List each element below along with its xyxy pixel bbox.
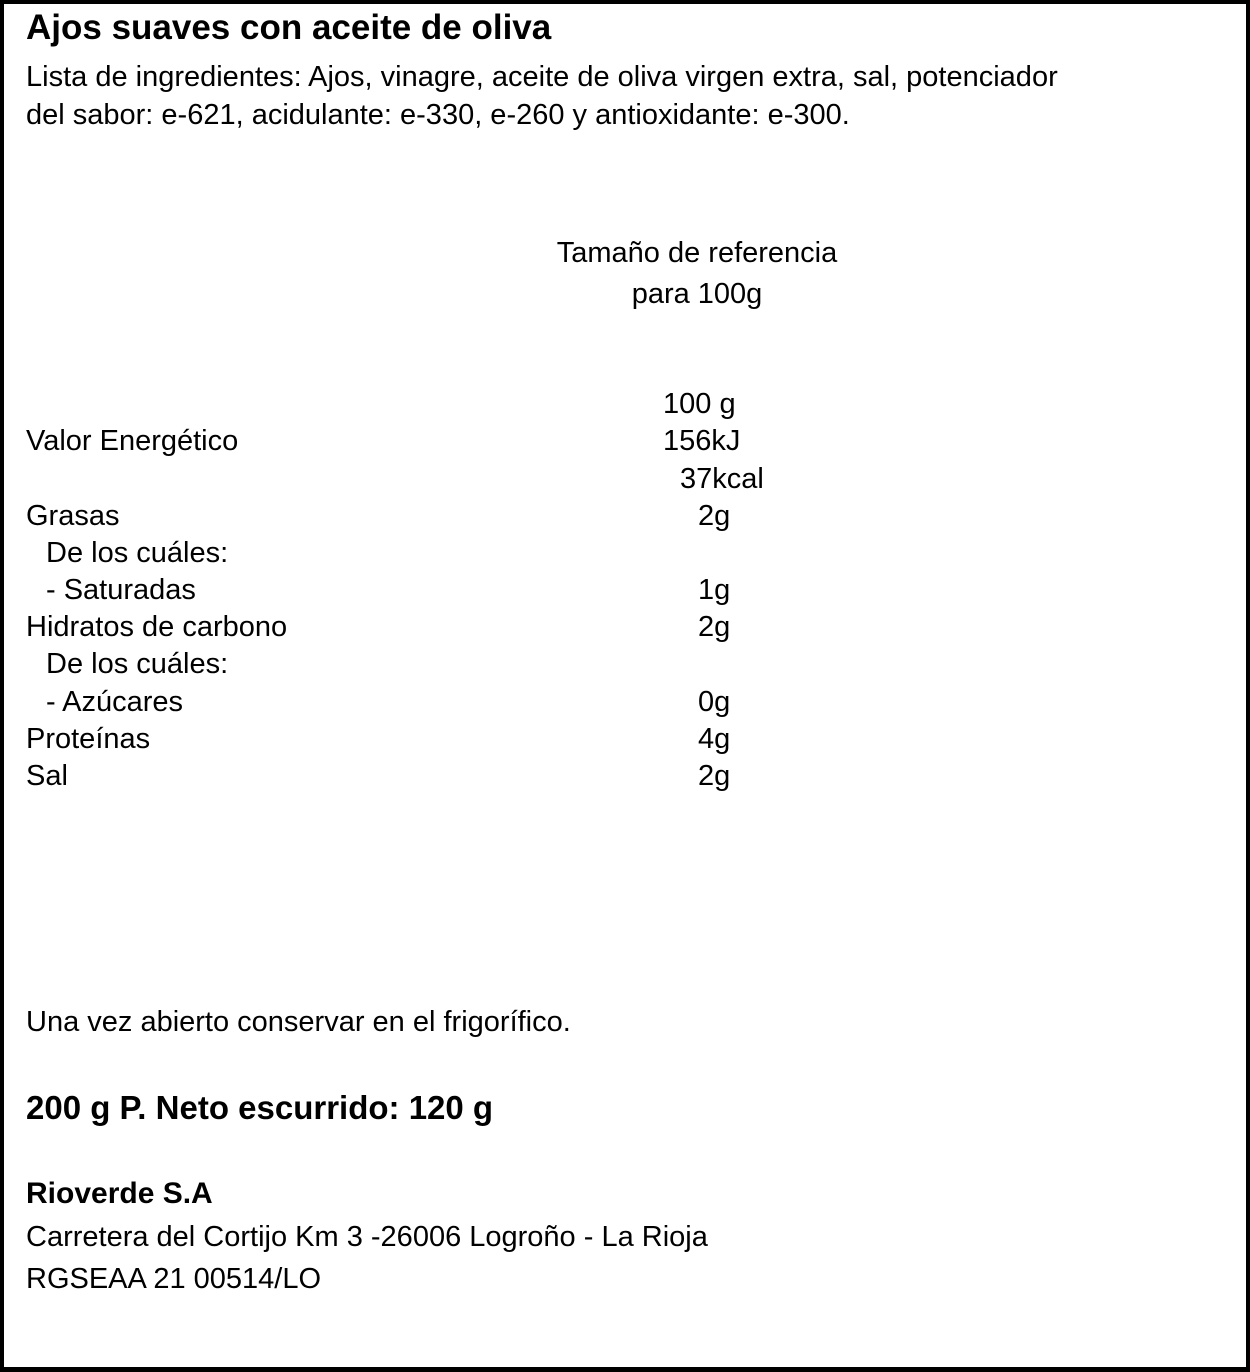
nutrition-label-sugars: - Azúcares <box>46 686 183 718</box>
nutrition-label-protein: Proteínas <box>26 723 151 755</box>
nutrition-value-salt: 2g <box>698 760 731 792</box>
nutrition-label-salt: Sal <box>26 760 68 792</box>
reference-size-line-1: Tamaño de referencia <box>556 237 838 269</box>
nutrition-label-of-which-2: De los cuáles: <box>46 648 229 680</box>
ingredients-line-2: del sabor: e-621, acidulante: e-330, e-260 y antioxidante: e-300. <box>26 99 850 131</box>
nutrition-label-fat: Grasas <box>26 500 120 532</box>
net-weight: 200 g P. Neto escurrido: 120 g <box>26 1089 494 1126</box>
nutrition-column-header: 100 g <box>663 388 736 420</box>
reference-size-line-2: para 100g <box>631 278 763 310</box>
product-title: Ajos suaves con aceite de oliva <box>26 8 552 47</box>
nutrition-value-sugars: 0g <box>698 686 731 718</box>
nutrition-value-saturated: 1g <box>698 574 731 606</box>
nutrition-label-saturated: - Saturadas <box>46 574 196 606</box>
nutrition-value-energy-kj: 156kJ <box>663 425 741 457</box>
company-address: Carretera del Cortijo Km 3 -26006 Logroño - La Rioja <box>26 1221 708 1253</box>
nutrition-value-fat: 2g <box>698 500 731 532</box>
nutrition-value-energy-kcal: 37kcal <box>680 463 764 495</box>
ingredients-list <box>26 58 1058 134</box>
nutrition-label-carbohydrates: Hidratos de carbono <box>26 611 288 643</box>
storage-instructions: Una vez abierto conservar en el frigorífico. <box>26 1006 571 1038</box>
nutrition-value-carbohydrates: 2g <box>698 611 731 643</box>
nutrition-label-energy: Valor Energético <box>26 425 239 457</box>
nutrition-label-of-which-1: De los cuáles: <box>46 537 229 569</box>
company-name: Rioverde S.A <box>26 1177 213 1210</box>
ingredients-line-1: Lista de ingredientes: Ajos, vinagre, aceite de oliva virgen extra, sal, potenciador <box>26 61 1058 93</box>
nutrition-value-protein: 4g <box>698 723 731 755</box>
sanitary-registry: RGSEAA 21 00514/LO <box>26 1263 322 1295</box>
